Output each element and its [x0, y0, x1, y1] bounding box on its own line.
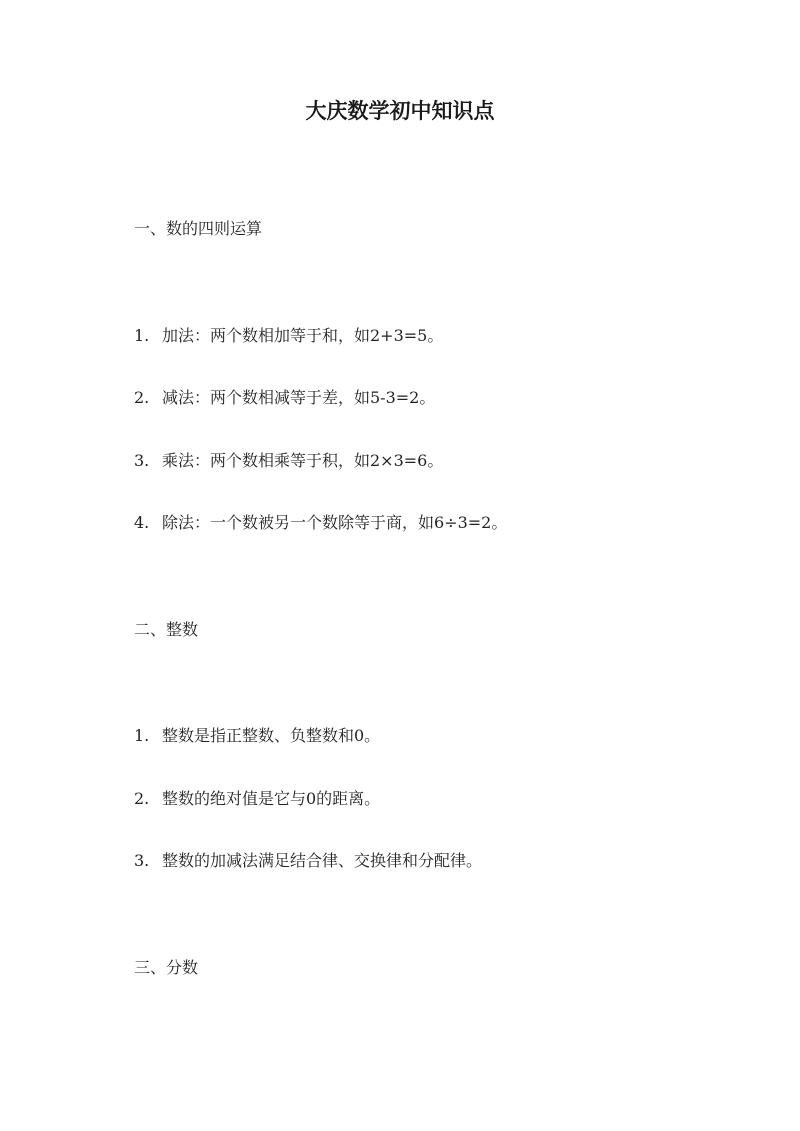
list-item [134, 787, 380, 811]
list-item [134, 511, 507, 535]
list-item-number: 4. [134, 513, 150, 532]
list-item-text: 除法：一个数被另一个数除等于商，如6÷3=2。 [162, 513, 508, 532]
list-item [134, 449, 443, 473]
list-item [134, 324, 443, 348]
list-item-text: 乘法：两个数相乘等于积，如2×3=6。 [162, 451, 444, 470]
section-heading-fractions: 三、分数 [134, 958, 199, 977]
list-item [134, 724, 380, 748]
list-item-number: 1. [134, 726, 150, 745]
list-item-number: 3. [134, 851, 150, 870]
list-item-number: 3. [134, 451, 150, 470]
list-item-number: 2. [134, 789, 150, 808]
list-item-number: 1. [134, 326, 150, 345]
list-item-number: 2. [134, 388, 150, 407]
list-item [134, 386, 435, 410]
list-item [134, 849, 482, 873]
section-heading-integers: 二、整数 [134, 620, 199, 639]
section-heading-arithmetic: 一、数的四则运算 [134, 219, 263, 238]
document-title: 大庆数学初中知识点 [305, 98, 495, 123]
list-item-text: 整数的加减法满足结合律、交换律和分配律。 [162, 851, 483, 870]
list-item-text: 加法：两个数相加等于和，如2+3=5。 [162, 326, 444, 345]
list-item-text: 整数的绝对值是它与0的距离。 [162, 789, 381, 808]
list-item-text: 减法：两个数相减等于差，如5-3=2。 [162, 388, 436, 407]
list-item-text: 整数是指正整数、负整数和0。 [162, 726, 381, 745]
